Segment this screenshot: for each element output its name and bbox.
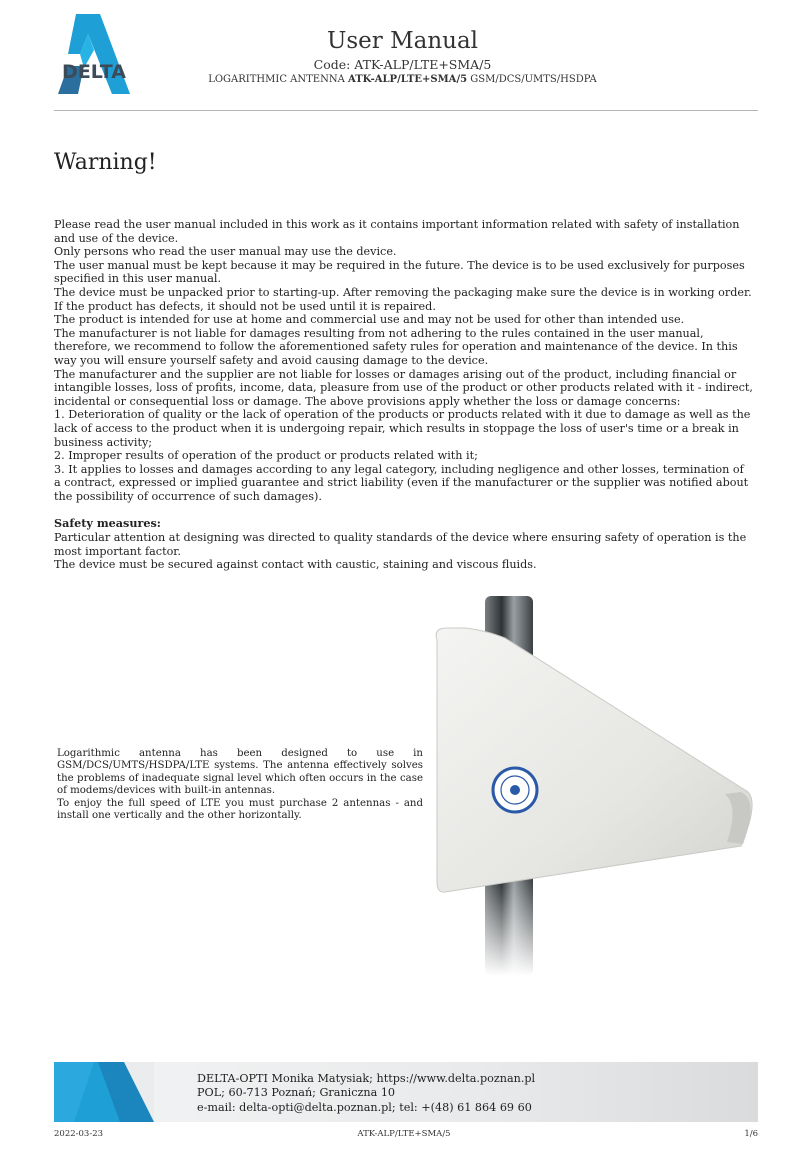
footer-contact-info: [197, 1072, 535, 1115]
footer-date: 2022-03-23: [54, 1129, 104, 1139]
paragraph: The product is intended for use at home and commercial use and may not be used for other than intended use.: [54, 313, 685, 327]
footer-logo-graphic: [54, 1062, 154, 1122]
safety-measures-heading: Safety measures:: [54, 516, 161, 531]
doc-title: User Manual: [326, 28, 479, 54]
paragraph: Particular attention at designing was directed to quality standards of the device where ensuring safety of operation is the most important factor.: [54, 531, 747, 558]
product-description: [57, 748, 423, 822]
paragraph: The manufacturer is not liable for damages resulting from not adhering to the rules contained in the user manual, therefore, we recommend to follow the aforementioned safety rules for operation and maintenance of the device. In this way you will ensure yourself safety and avoid causing damage to the device.: [54, 326, 738, 367]
paragraph: Only persons who read the user manual may use the device.: [54, 245, 397, 259]
product-code-bold: ATK-ALP/LTE+SMA/5: [348, 74, 468, 85]
product-line: [200, 73, 605, 87]
paragraph: The device must be secured against contact with caustic, staining and viscous fluids.: [54, 558, 537, 572]
warning-heading: Warning!: [54, 150, 157, 175]
footer-contact: e-mail: delta-opti@delta.poznan.pl; tel: +(48) 61 864 69 60: [197, 1100, 532, 1114]
product-prefix: LOGARITHMIC ANTENNA: [208, 74, 348, 85]
logo-text: DELTA: [62, 61, 126, 83]
description-paragraph: Logarithmic antenna has been designed to use in GSM/DCS/UMTS/HSDPA/LTE systems. The antenna effectively solves the problems of inadequate signal level which often occurs in the case of modems/devices with built-in antennas.: [57, 748, 423, 797]
footer-address: POL; 60-713 Poznań; Graniczna 10: [197, 1086, 396, 1100]
paragraph: If the product has defects, it should not be used until it is repaired.: [54, 299, 436, 313]
body-text: [54, 218, 754, 572]
footer-company: DELTA-OPTI Monika Matysiak; https://www.delta.poznan.pl: [197, 1072, 536, 1085]
paragraph: 1. Deterioration of quality or the lack of operation of the products or products related with it due to damage as well as the lack of access to the product when it is undergoing repair, which results in stoppage the loss of user's time or a break in business activity;: [54, 408, 751, 449]
paragraph: 3. It applies to losses and damages according to any legal category, including negligence and other losses, termination of a contract, expressed or implied guarantee and strict liability (even if the manufacturer or the supplier was notified about the possibility of occurrence of such damages).: [54, 462, 749, 503]
paragraph: The user manual must be kept because it may be required in the future. The device is to be used exclusively for purposes specified in this user manual.: [54, 258, 745, 286]
header-title-block: [200, 26, 605, 87]
footer-product-code: ATK-ALP/LTE+SMA/5: [357, 1129, 451, 1139]
header-divider: [54, 110, 758, 111]
paragraph: Please read the user manual included in this work as it contains important information related with safety of installation and use of the device.: [54, 218, 740, 245]
delta-logo: [54, 14, 134, 96]
antenna-product-image: [425, 580, 760, 980]
code-line: Code: ATK-ALP/LTE+SMA/5: [313, 57, 492, 72]
paragraph: The device must be unpacked prior to starting-up. After removing the packaging make sure the device is in working order.: [54, 285, 752, 299]
page-number: 1/6: [744, 1129, 758, 1139]
paragraph: 2. Improper results of operation of the product or products related with it;: [54, 449, 478, 463]
description-paragraph: To enjoy the full speed of LTE you must purchase 2 antennas - and install one vertically and the other horizontally.: [57, 797, 423, 822]
product-suffix: GSM/DCS/UMTS/HSDPA: [467, 74, 597, 85]
paragraph: The manufacturer and the supplier are not liable for losses or damages arising out of the product, including financial or intangible losses, loss of profits, income, data, pleasure from use of the product or other products related with it - indirect, incidental or consequential loss or damage. The above provisions apply whether the loss or damage concerns:: [54, 367, 753, 408]
